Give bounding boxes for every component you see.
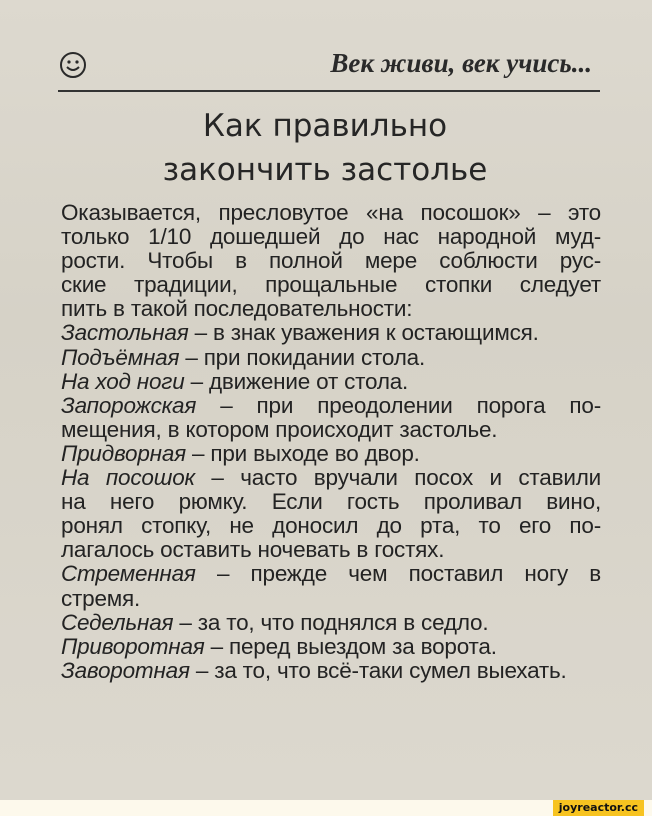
smiley-icon bbox=[58, 50, 88, 80]
toast-line bbox=[61, 635, 601, 659]
toast-text: – при выходе во двор. bbox=[185, 440, 420, 466]
toast-text: – перед выездом за ворота. bbox=[204, 633, 497, 659]
toast-term: Заворотная bbox=[61, 657, 190, 683]
toast-text: мещения, в котором происходит застолье. bbox=[61, 416, 498, 442]
toast-text: – движение от стола. bbox=[184, 368, 409, 394]
toast-line bbox=[61, 370, 601, 394]
toast-text: – при преодолении порога по- bbox=[196, 392, 601, 418]
toast-line bbox=[61, 466, 601, 490]
toast-text: – в знак уважения к остающимся. bbox=[188, 320, 539, 346]
toast-text: стремя. bbox=[61, 585, 141, 611]
toast-term: Застольная bbox=[61, 320, 189, 346]
article-body bbox=[61, 201, 601, 683]
intro-line: пить в такой последовательности: bbox=[61, 296, 413, 322]
toast-text: – за то, что всё-таки сумел выехать. bbox=[189, 657, 567, 683]
toast-line bbox=[61, 514, 601, 538]
toast-line bbox=[61, 321, 601, 345]
intro-line: ские традиции, прощальные стопки следует bbox=[61, 272, 601, 298]
toast-line bbox=[61, 659, 601, 683]
toast-text: на него рюмку. Если гость проливал вино, bbox=[61, 489, 601, 515]
toast-term: Подъёмная bbox=[61, 344, 180, 370]
article-title-line-1: Как правильно bbox=[202, 108, 448, 144]
section-title: Век живи, век учись... bbox=[330, 48, 592, 78]
toast-line bbox=[61, 346, 601, 370]
toast-line bbox=[61, 587, 601, 611]
intro-line: только 1/10 дошедшей до нас народной муд- bbox=[61, 224, 601, 250]
toast-line bbox=[61, 418, 601, 442]
toast-text: лагалось оставить ночевать в гостях. bbox=[61, 537, 445, 563]
toast-line bbox=[61, 562, 601, 586]
toast-term: Запорожская bbox=[61, 392, 197, 418]
toast-line bbox=[61, 394, 601, 418]
toast-text: ронял стопку, не доносил до рта, то его по- bbox=[61, 513, 601, 539]
toast-term: Седельная bbox=[61, 609, 174, 635]
toast-text: – за то, что поднялся в седло. bbox=[173, 609, 489, 635]
article-title-line-2: закончить застолье bbox=[162, 152, 488, 188]
toast-text: – при покидании стола. bbox=[179, 344, 425, 370]
toast-term: Приворотная bbox=[61, 633, 205, 659]
toast-text: – прежде чем поставил ногу в bbox=[195, 561, 601, 587]
toast-term: На ход ноги bbox=[61, 368, 185, 394]
watermark: joyreactor.cc bbox=[553, 800, 644, 816]
toast-line bbox=[61, 490, 601, 514]
toast-line bbox=[61, 611, 601, 635]
toast-line bbox=[61, 442, 601, 466]
toast-term: На посошок bbox=[61, 465, 195, 491]
section-header bbox=[58, 42, 600, 92]
toast-line bbox=[61, 538, 601, 562]
intro-line: рости. Чтобы в полной мере соблюсти рус- bbox=[61, 248, 601, 274]
toast-term: Придворная bbox=[61, 440, 186, 466]
intro-line: Оказывается, пресловутое «на посошок» – это bbox=[61, 200, 601, 225]
toast-text: – часто вручали посох и ставили bbox=[194, 465, 601, 491]
toast-term: Стременная bbox=[61, 561, 196, 587]
